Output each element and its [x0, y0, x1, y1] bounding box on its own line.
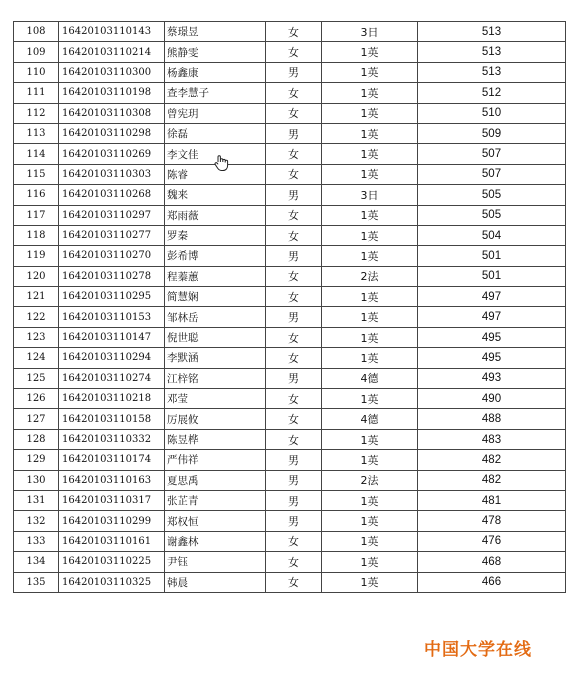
score-table: [13, 21, 566, 593]
student-id-cell: 16420103110303: [59, 164, 165, 184]
student-id-cell: 16420103110161: [59, 531, 165, 551]
score-cell: 501: [418, 246, 566, 266]
rank-cell: 111: [14, 83, 59, 103]
student-id-cell: 16420103110278: [59, 266, 165, 286]
student-id-cell: 16420103110277: [59, 225, 165, 245]
student-id-cell: 16420103110300: [59, 62, 165, 82]
table-row: [14, 531, 566, 551]
table-row: [14, 246, 566, 266]
score-cell: 482: [418, 450, 566, 470]
score-cell: 505: [418, 185, 566, 205]
name-cell: 郑权恒: [165, 511, 266, 531]
table-row: [14, 144, 566, 164]
student-id-cell: 16420103110299: [59, 511, 165, 531]
student-id-cell: 16420103110225: [59, 552, 165, 572]
class-cell: 1英: [322, 490, 418, 510]
rank-cell: 134: [14, 552, 59, 572]
table-row: [14, 552, 566, 572]
rank-cell: 121: [14, 287, 59, 307]
class-cell: 1英: [322, 531, 418, 551]
table-row: [14, 490, 566, 510]
gender-cell: 男: [266, 511, 322, 531]
gender-cell: 女: [266, 572, 322, 592]
class-cell: 1英: [322, 103, 418, 123]
name-cell: 查李慧子: [165, 83, 266, 103]
name-cell: 夏思禹: [165, 470, 266, 490]
name-cell: 倪世聪: [165, 327, 266, 347]
score-cell: 507: [418, 164, 566, 184]
rank-cell: 118: [14, 225, 59, 245]
rank-cell: 119: [14, 246, 59, 266]
name-cell: 彭希博: [165, 246, 266, 266]
class-cell: 1英: [322, 327, 418, 347]
table-row: [14, 123, 566, 143]
class-cell: 1英: [322, 348, 418, 368]
rank-cell: 115: [14, 164, 59, 184]
name-cell: 韩晨: [165, 572, 266, 592]
score-cell: 476: [418, 531, 566, 551]
gender-cell: 女: [266, 164, 322, 184]
class-cell: 1英: [322, 62, 418, 82]
student-id-cell: 16420103110268: [59, 185, 165, 205]
score-cell: 482: [418, 470, 566, 490]
class-cell: 1英: [322, 511, 418, 531]
student-id-cell: 16420103110325: [59, 572, 165, 592]
gender-cell: 女: [266, 225, 322, 245]
class-cell: 1英: [322, 144, 418, 164]
class-cell: 1英: [322, 246, 418, 266]
score-cell: 478: [418, 511, 566, 531]
class-cell: 1英: [322, 389, 418, 409]
name-cell: 徐磊: [165, 123, 266, 143]
score-cell: 466: [418, 572, 566, 592]
score-cell: 501: [418, 266, 566, 286]
student-id-cell: 16420103110274: [59, 368, 165, 388]
score-cell: 488: [418, 409, 566, 429]
table-row: [14, 62, 566, 82]
rank-cell: 128: [14, 429, 59, 449]
name-cell: 张芷青: [165, 490, 266, 510]
table-row: [14, 83, 566, 103]
rank-cell: 125: [14, 368, 59, 388]
gender-cell: 女: [266, 389, 322, 409]
table-row: [14, 185, 566, 205]
rank-cell: 117: [14, 205, 59, 225]
name-cell: 谢鑫林: [165, 531, 266, 551]
brand-watermark: 中国大学在线: [424, 640, 532, 660]
score-cell: 513: [418, 22, 566, 42]
table-row: [14, 470, 566, 490]
gender-cell: 女: [266, 83, 322, 103]
name-cell: 江梓铭: [165, 368, 266, 388]
score-cell: 497: [418, 307, 566, 327]
rank-cell: 114: [14, 144, 59, 164]
score-cell: 483: [418, 429, 566, 449]
rank-cell: 112: [14, 103, 59, 123]
rank-cell: 123: [14, 327, 59, 347]
score-table-container: [13, 21, 566, 593]
name-cell: 蔡璟昱: [165, 22, 266, 42]
name-cell: 邓莹: [165, 389, 266, 409]
table-row: [14, 205, 566, 225]
class-cell: 1英: [322, 123, 418, 143]
gender-cell: 男: [266, 470, 322, 490]
table-row: [14, 409, 566, 429]
student-id-cell: 16420103110143: [59, 22, 165, 42]
score-cell: 507: [418, 144, 566, 164]
score-cell: 505: [418, 205, 566, 225]
student-id-cell: 16420103110294: [59, 348, 165, 368]
rank-cell: 108: [14, 22, 59, 42]
class-cell: 3日: [322, 185, 418, 205]
student-id-cell: 16420103110269: [59, 144, 165, 164]
score-cell: 513: [418, 42, 566, 62]
class-cell: 4德: [322, 409, 418, 429]
class-cell: 1英: [322, 450, 418, 470]
student-id-cell: 16420103110158: [59, 409, 165, 429]
gender-cell: 男: [266, 368, 322, 388]
gender-cell: 女: [266, 429, 322, 449]
rank-cell: 120: [14, 266, 59, 286]
name-cell: 郑雨薇: [165, 205, 266, 225]
name-cell: 李文佳: [165, 144, 266, 164]
gender-cell: 男: [266, 246, 322, 266]
class-cell: 1英: [322, 164, 418, 184]
student-id-cell: 16420103110270: [59, 246, 165, 266]
table-row: [14, 164, 566, 184]
score-cell: 509: [418, 123, 566, 143]
gender-cell: 男: [266, 185, 322, 205]
gender-cell: 女: [266, 409, 322, 429]
student-id-cell: 16420103110317: [59, 490, 165, 510]
name-cell: 简慧娴: [165, 287, 266, 307]
score-cell: 513: [418, 62, 566, 82]
rank-cell: 122: [14, 307, 59, 327]
gender-cell: 男: [266, 123, 322, 143]
gender-cell: 女: [266, 205, 322, 225]
table-row: [14, 307, 566, 327]
student-id-cell: 16420103110174: [59, 450, 165, 470]
rank-cell: 124: [14, 348, 59, 368]
table-row: [14, 103, 566, 123]
class-cell: 1英: [322, 429, 418, 449]
rank-cell: 132: [14, 511, 59, 531]
score-cell: 497: [418, 287, 566, 307]
class-cell: 1英: [322, 42, 418, 62]
rank-cell: 110: [14, 62, 59, 82]
student-id-cell: 16420103110147: [59, 327, 165, 347]
gender-cell: 女: [266, 42, 322, 62]
gender-cell: 女: [266, 552, 322, 572]
table-row: [14, 225, 566, 245]
table-row: [14, 327, 566, 347]
table-row: [14, 266, 566, 286]
gender-cell: 女: [266, 287, 322, 307]
class-cell: 1英: [322, 205, 418, 225]
rank-cell: 109: [14, 42, 59, 62]
table-row: [14, 348, 566, 368]
class-cell: 1英: [322, 287, 418, 307]
table-row: [14, 368, 566, 388]
student-id-cell: 16420103110218: [59, 389, 165, 409]
gender-cell: 男: [266, 62, 322, 82]
class-cell: 1英: [322, 572, 418, 592]
name-cell: 曾宪玥: [165, 103, 266, 123]
student-id-cell: 16420103110308: [59, 103, 165, 123]
student-id-cell: 16420103110332: [59, 429, 165, 449]
gender-cell: 男: [266, 450, 322, 470]
score-cell: 468: [418, 552, 566, 572]
class-cell: 1英: [322, 307, 418, 327]
name-cell: 魏来: [165, 185, 266, 205]
score-cell: 481: [418, 490, 566, 510]
student-id-cell: 16420103110163: [59, 470, 165, 490]
class-cell: 4德: [322, 368, 418, 388]
name-cell: 李默涵: [165, 348, 266, 368]
student-id-cell: 16420103110295: [59, 287, 165, 307]
student-id-cell: 16420103110214: [59, 42, 165, 62]
gender-cell: 女: [266, 22, 322, 42]
name-cell: 程蓁蕙: [165, 266, 266, 286]
table-row: [14, 287, 566, 307]
class-cell: 1英: [322, 83, 418, 103]
gender-cell: 女: [266, 266, 322, 286]
gender-cell: 女: [266, 348, 322, 368]
name-cell: 陈睿: [165, 164, 266, 184]
table-row: [14, 450, 566, 470]
rank-cell: 129: [14, 450, 59, 470]
score-cell: 504: [418, 225, 566, 245]
name-cell: 杨鑫康: [165, 62, 266, 82]
table-row: [14, 511, 566, 531]
gender-cell: 女: [266, 531, 322, 551]
class-cell: 3日: [322, 22, 418, 42]
student-id-cell: 16420103110297: [59, 205, 165, 225]
table-row: [14, 42, 566, 62]
score-cell: 493: [418, 368, 566, 388]
student-id-cell: 16420103110198: [59, 83, 165, 103]
gender-cell: 女: [266, 103, 322, 123]
table-row: [14, 429, 566, 449]
class-cell: 1英: [322, 225, 418, 245]
rank-cell: 133: [14, 531, 59, 551]
name-cell: 罗秦: [165, 225, 266, 245]
rank-cell: 131: [14, 490, 59, 510]
student-id-cell: 16420103110153: [59, 307, 165, 327]
score-cell: 490: [418, 389, 566, 409]
table-row: [14, 572, 566, 592]
class-cell: 2法: [322, 470, 418, 490]
rank-cell: 135: [14, 572, 59, 592]
gender-cell: 男: [266, 490, 322, 510]
name-cell: 严伟祥: [165, 450, 266, 470]
score-table-body: [14, 22, 566, 593]
rank-cell: 130: [14, 470, 59, 490]
table-row: [14, 389, 566, 409]
rank-cell: 113: [14, 123, 59, 143]
gender-cell: 女: [266, 327, 322, 347]
class-cell: 2法: [322, 266, 418, 286]
table-row: [14, 22, 566, 42]
score-cell: 495: [418, 327, 566, 347]
gender-cell: 女: [266, 144, 322, 164]
rank-cell: 116: [14, 185, 59, 205]
hand-pointer-icon: [212, 153, 232, 173]
name-cell: 陈昱桦: [165, 429, 266, 449]
name-cell: 邹林岳: [165, 307, 266, 327]
name-cell: 熊静雯: [165, 42, 266, 62]
score-cell: 512: [418, 83, 566, 103]
score-cell: 510: [418, 103, 566, 123]
name-cell: 厉展攸: [165, 409, 266, 429]
name-cell: 尹钰: [165, 552, 266, 572]
gender-cell: 男: [266, 307, 322, 327]
rank-cell: 127: [14, 409, 59, 429]
rank-cell: 126: [14, 389, 59, 409]
student-id-cell: 16420103110298: [59, 123, 165, 143]
score-cell: 495: [418, 348, 566, 368]
class-cell: 1英: [322, 552, 418, 572]
